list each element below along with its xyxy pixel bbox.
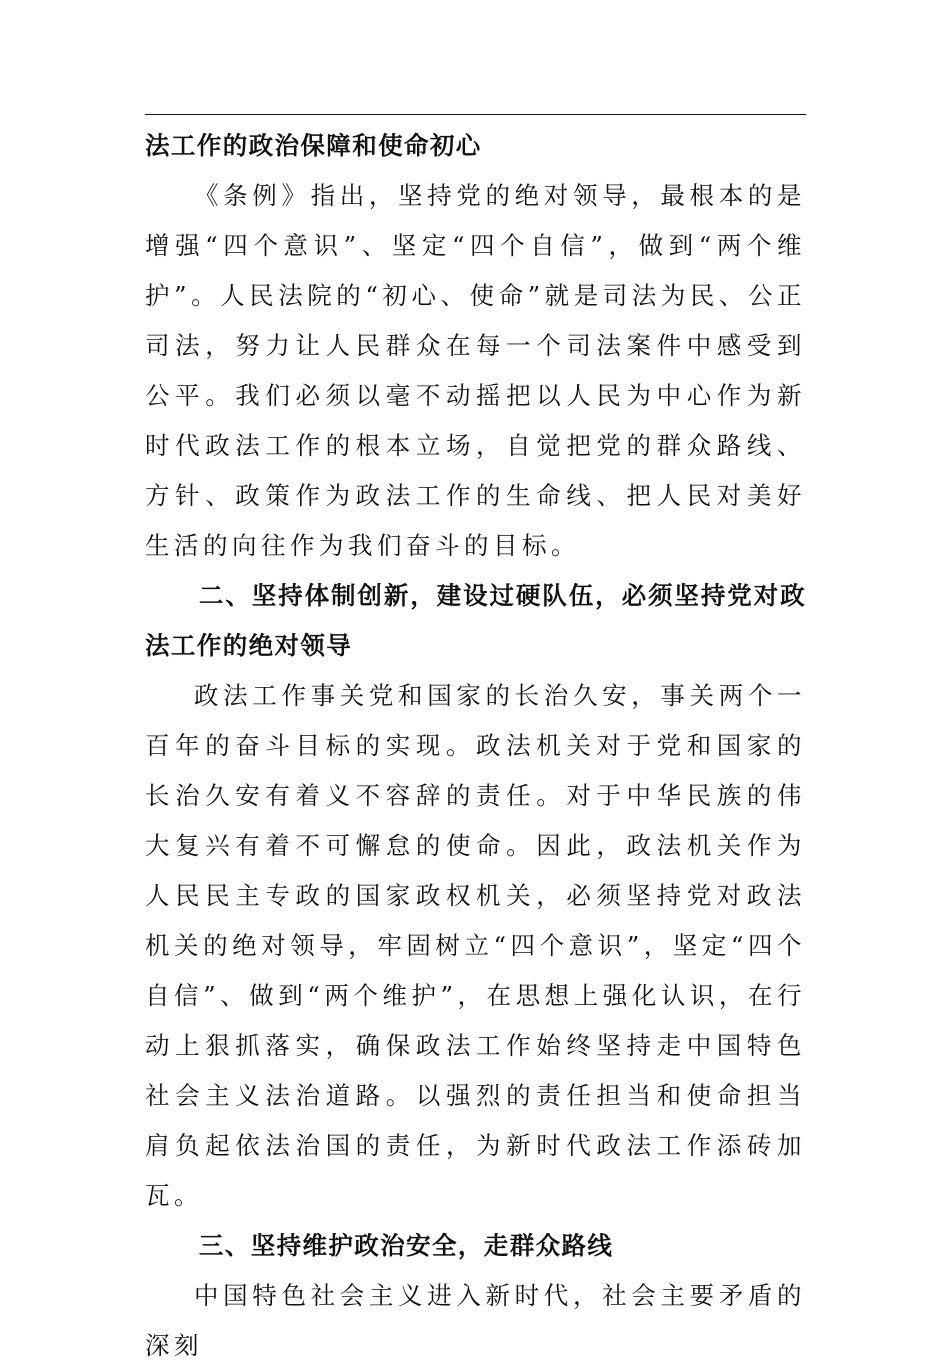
paragraph-2: 政法工作事关党和国家的长治久安，事关两个一百年的奋斗目标的实现。政法机关对于党和国家的长治久安有着义不容辞的责任。对于中华民族的伟大复兴有着不可懈怠的使命。因此，政法机关作为人民民主专政的国家政权机关，必须坚持党对政法机关的绝对领导，牢固树立“四个意识”，坚定“四个自信”、做到“两个维护”，在思想上强化认识，在行动上狠抓落实，确保政法工作始终坚持走中国特色社会主义法治道路。以强烈的责任担当和使命担当肩负起依法治国的责任，为新时代政法工作添砖加瓦。 bbox=[145, 681, 806, 1210]
paragraph-1: 《条例》指出，坚持党的绝对领导，最根本的是增强“四个意识”、坚定“四个自信”，做到“两个维护”。人民法院的“初心、使命”就是司法为民、公正司法，努力让人民群众在每一个司法案件中感受到公平。我们必须以毫不动摇把以人民为中心作为新时代政法工作的根本立场，自觉把党的群众路线、方针、政策作为政法工作的生命线、把人民对美好生活的向往作为我们奋斗的目标。 bbox=[145, 181, 806, 560]
continued-heading: 法工作的政治保障和使命初心 bbox=[145, 131, 482, 160]
header-rule bbox=[145, 114, 806, 115]
section-heading-3: 三、坚持维护政治安全，走群众路线 bbox=[198, 1231, 614, 1260]
document-body bbox=[145, 121, 806, 1371]
paragraph-3: 中国特色社会主义进入新时代，社会主要矛盾的深刻 bbox=[145, 1281, 806, 1360]
section-heading-2: 二、坚持体制创新，建设过硬队伍，必须坚持党对政法工作的绝对领导 bbox=[145, 581, 806, 660]
